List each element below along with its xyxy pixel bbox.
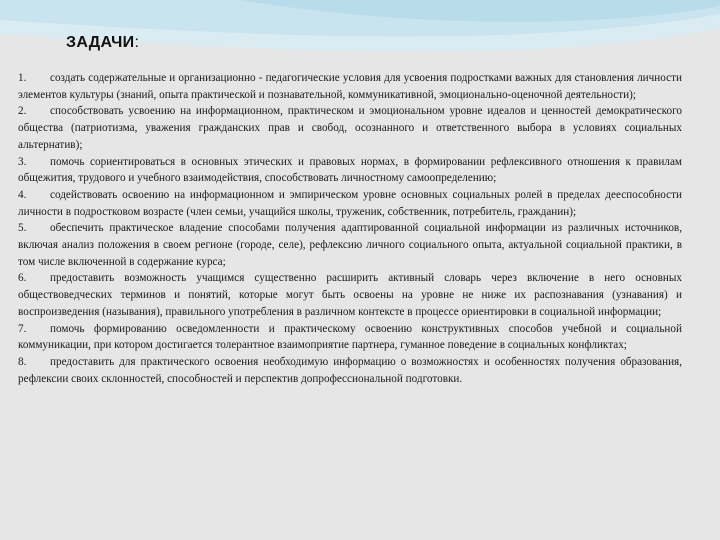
task-text: помочь сориентироваться в основных этических и правовых нормах, в формировании рефлексивного отношения к правилам общежития, трудового и учебного взаимодействия, способствовать личностному самоопределению; [18,155,682,185]
task-item [18,103,682,153]
task-text: помочь формированию осведомленности и практическому освоению конструктивных способов учебной и социальной коммуникации, при котором достигается толерантное взаимоприятие партнера, гуманное поведение в социальных конфликтах; [18,322,682,352]
task-text: способствовать усвоению на информационном, практическом и эмоциональном уровне идеалов и ценностей демократического общества (патриотизма, уважения гражданских прав и свобод, осознанного и ответственного выбора в условиях социальных альтернатив); [18,105,682,151]
task-item [18,270,682,320]
task-item [18,187,682,220]
task-number: 6. [18,272,27,285]
task-number: 1. [18,72,27,84]
title-text: ЗАДАЧИ [66,34,135,51]
task-number: 7. [18,322,27,335]
slide-title [66,34,139,52]
task-number: 5. [18,222,27,235]
task-text: предоставить для практического освоения необходимую информацию о возможностях и особенностях получения образования, рефлексии своих склонностей, способностей и перспектив допрофессиональной подготовки. [18,355,682,385]
task-number: 8. [18,355,27,368]
title-colon: : [134,34,140,51]
task-item [18,220,682,270]
task-list [18,70,682,387]
task-item [18,321,682,354]
task-item [18,70,682,103]
task-text: содействовать освоению на информационном и эмпирическом уровне основных социальных ролей в пределах дееспособности личности в подростковом возрасте (член семьи, учащийся школы, труженик, собственник, потребитель, гражданин); [18,188,682,218]
task-text: создать содержательные и организационно - педагогические условия для усвоения подростками важных для становления личности элементов культуры (знаний, опыта практической и познавательной, коммуникативной, эмоционально-оценочной деятельности); [18,72,682,101]
task-item [18,354,682,387]
task-number: 2. [18,105,27,118]
task-text: обеспечить практическое владение способами получения адаптированной социальной информации из различных источников, включая анализ положения в своем регионе (городе, селе), рефлексию личного социального опыта, актуальной социальной практики, в том числе включенной в содержание курса; [18,222,682,268]
task-number: 3. [18,155,27,168]
task-number: 4. [18,188,27,201]
task-item [18,154,682,187]
task-text: предоставить возможность учащимся существенно расширить активный словарь через включение в него основных обществоведческих терминов и понятий, которые могут быть освоены на уровне не ниже их распознавания (узнавания) и воспроизведения (называния), правильного употребления в различном контексте в процессе ориентировки в социальной информации; [18,272,682,318]
